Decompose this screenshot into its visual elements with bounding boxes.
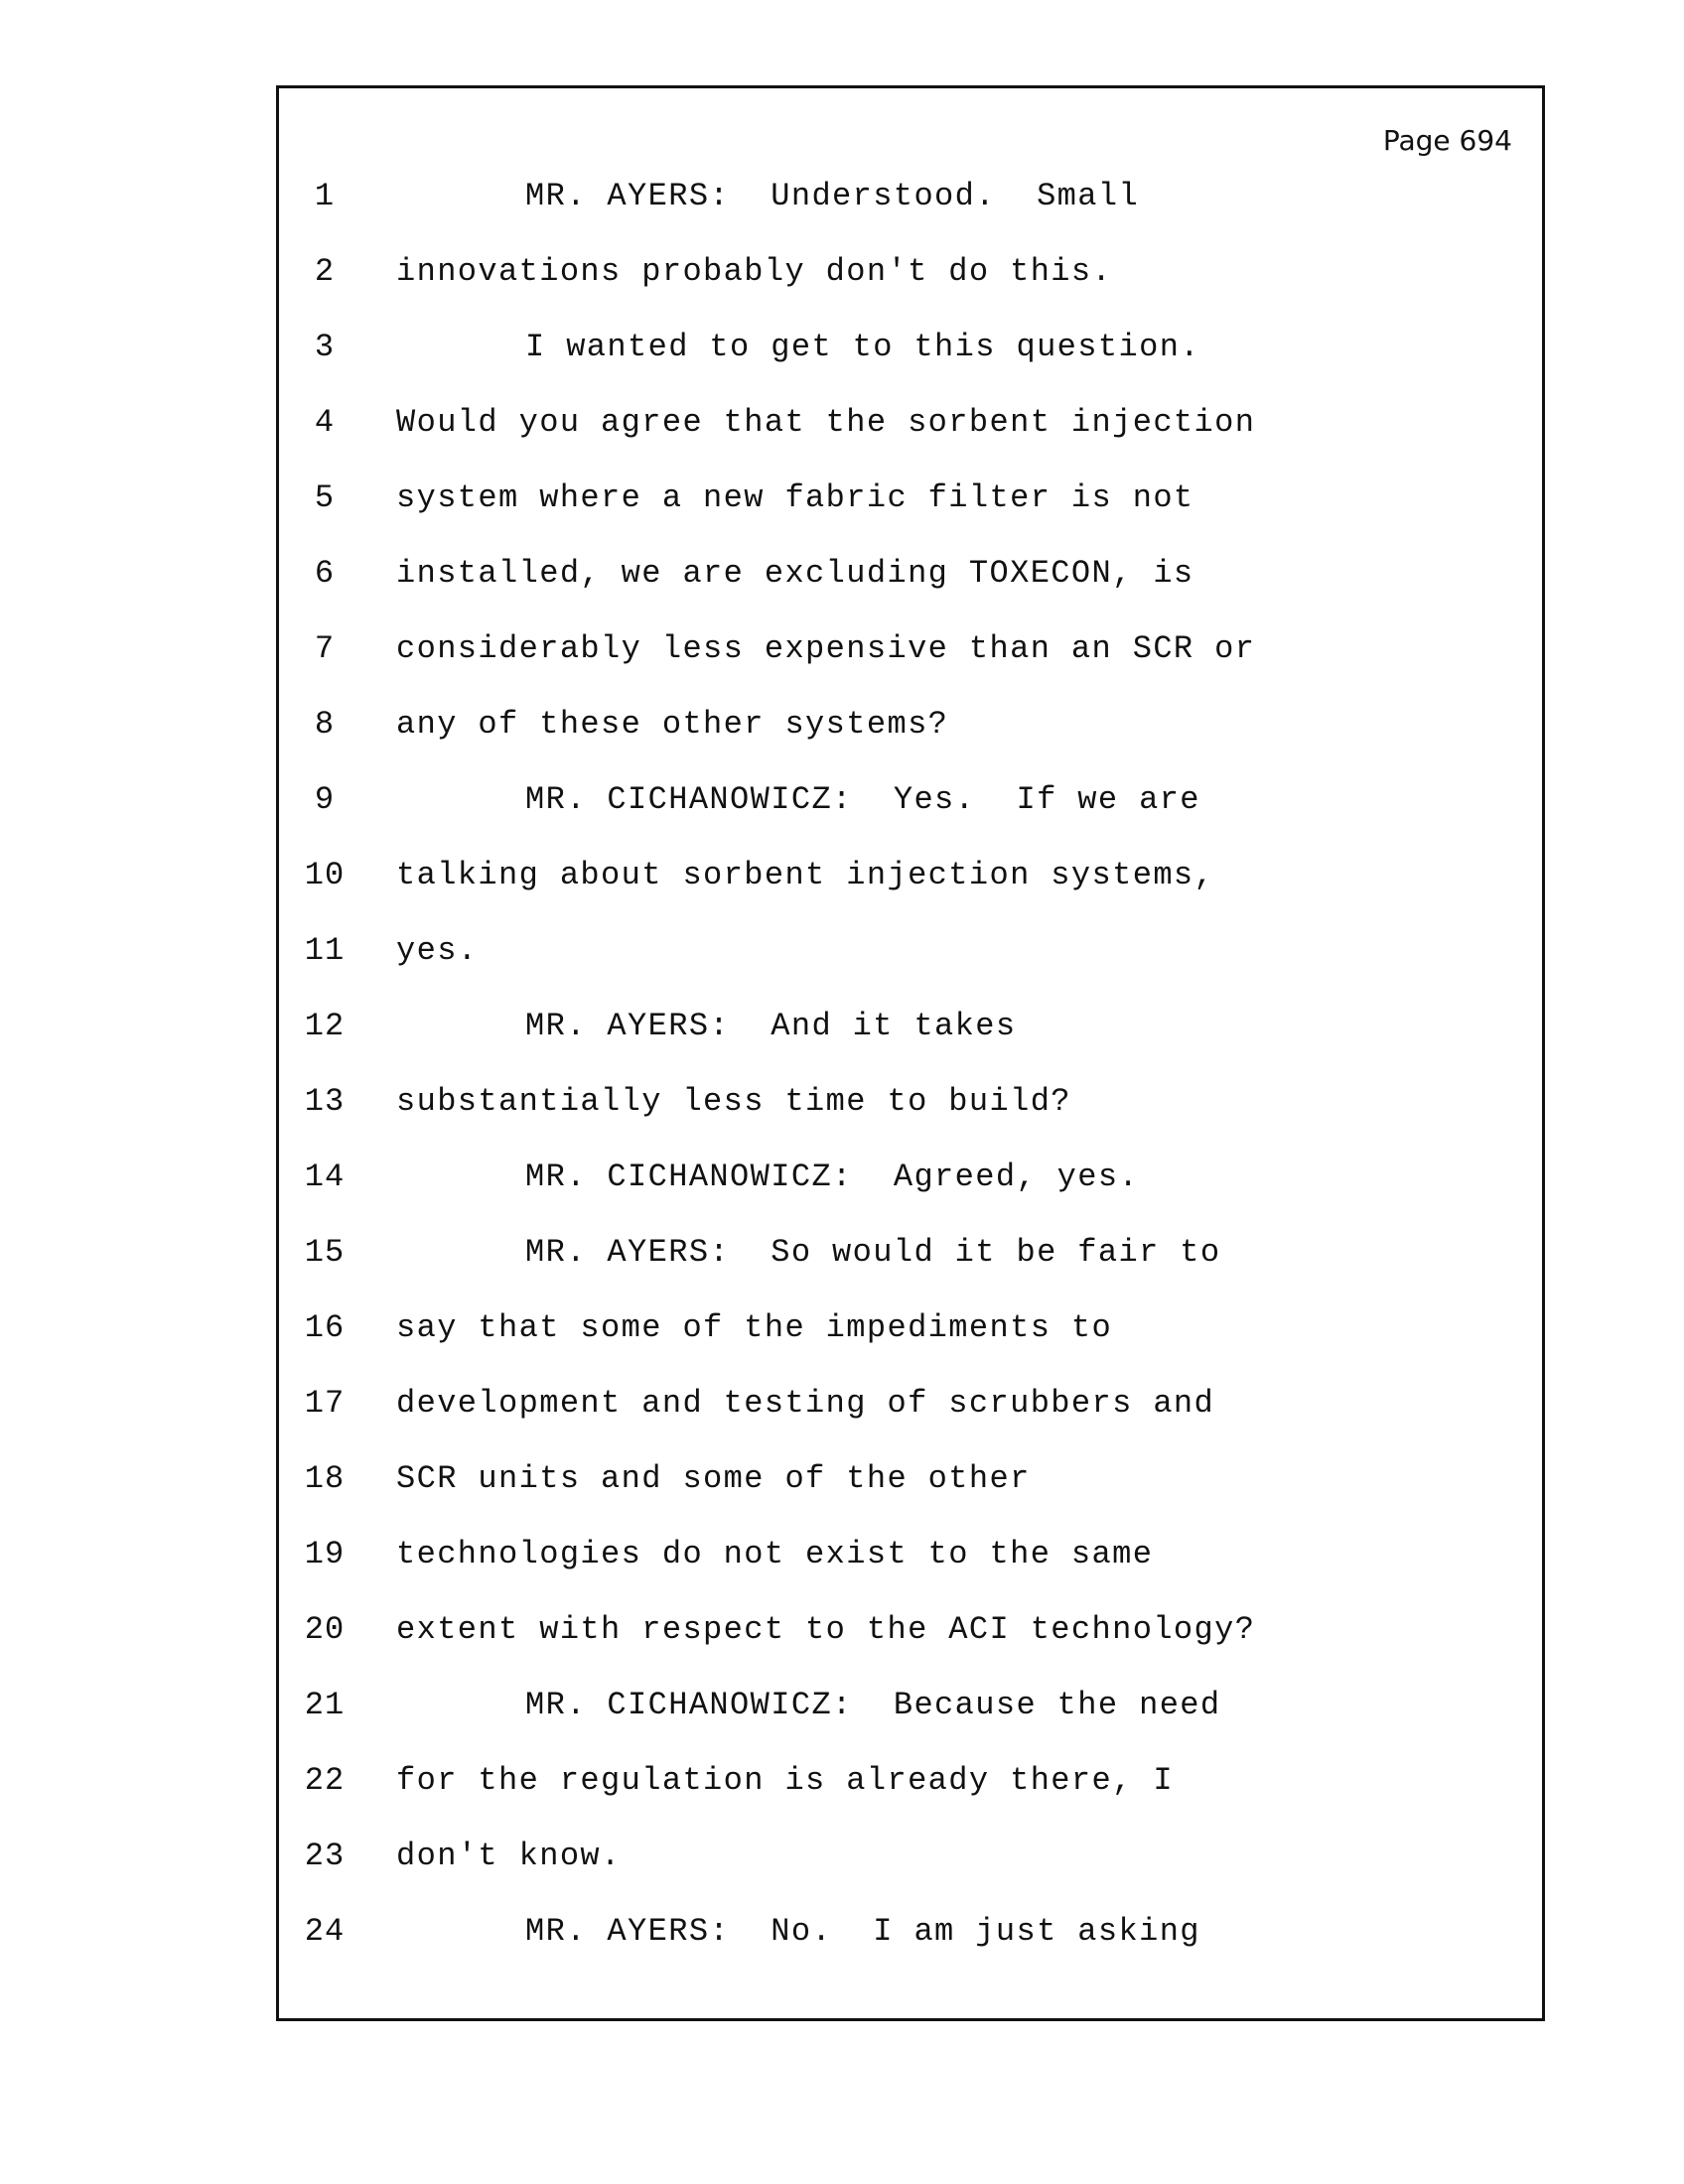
line-number: 22: [304, 1761, 346, 1799]
line-text: for the regulation is already there, I: [396, 1761, 1174, 1799]
line-number: 7: [314, 629, 336, 667]
transcript-line: [279, 1591, 1542, 1667]
page-number: Page 694: [1382, 124, 1512, 157]
line-number: 19: [304, 1535, 346, 1572]
line-text: any of these other systems?: [396, 705, 949, 743]
line-text: MR. AYERS: No. I am just asking: [525, 1912, 1200, 1950]
line-text: innovations probably don't do this.: [396, 252, 1113, 290]
transcript-line: [279, 1742, 1542, 1818]
line-number: 2: [314, 252, 336, 290]
line-number: 24: [304, 1912, 346, 1950]
transcript-line: [279, 233, 1542, 309]
transcript-line: [279, 1139, 1542, 1214]
line-number: 12: [304, 1007, 346, 1044]
transcript-line: [279, 309, 1542, 384]
line-number: 8: [314, 705, 336, 743]
line-text: substantially less time to build?: [396, 1082, 1071, 1120]
line-text: system where a new fabric filter is not: [396, 478, 1194, 516]
line-text: MR. AYERS: So would it be fair to: [525, 1233, 1221, 1271]
line-number: 4: [314, 403, 336, 441]
line-number: 9: [314, 780, 336, 818]
transcript-line: [279, 1365, 1542, 1440]
line-text: talking about sorbent injection systems,: [396, 856, 1215, 893]
transcript-line: [279, 1214, 1542, 1290]
transcript-line: [279, 1516, 1542, 1591]
line-text: MR. CICHANOWICZ: Agreed, yes.: [525, 1158, 1140, 1195]
line-text: development and testing of scrubbers and: [396, 1384, 1215, 1422]
line-number: 14: [304, 1158, 346, 1195]
line-number: 11: [304, 931, 346, 969]
line-number: 13: [304, 1082, 346, 1120]
line-number: 20: [304, 1610, 346, 1648]
transcript-line: [279, 837, 1542, 912]
transcript-line: [279, 912, 1542, 988]
transcript-line: [279, 384, 1542, 460]
line-text: Would you agree that the sorbent injection: [396, 403, 1256, 441]
line-text: I wanted to get to this question.: [525, 328, 1200, 365]
line-text: say that some of the impediments to: [396, 1308, 1113, 1346]
line-text: MR. CICHANOWICZ: Because the need: [525, 1686, 1221, 1723]
line-number: 18: [304, 1459, 346, 1497]
line-text: don't know.: [396, 1837, 622, 1874]
transcript-page: [276, 85, 1545, 2021]
line-number: 3: [314, 328, 336, 365]
line-text: extent with respect to the ACI technology?: [396, 1610, 1256, 1648]
transcript-line: [279, 1063, 1542, 1139]
transcript-line: [279, 1818, 1542, 1893]
line-text: yes.: [396, 931, 479, 969]
transcript-line: [279, 761, 1542, 837]
transcript-line: [279, 1667, 1542, 1742]
line-number: 21: [304, 1686, 346, 1723]
transcript-line: [279, 686, 1542, 761]
line-number: 16: [304, 1308, 346, 1346]
line-number: 23: [304, 1837, 346, 1874]
line-text: installed, we are excluding TOXECON, is: [396, 554, 1194, 592]
line-number: 5: [314, 478, 336, 516]
line-text: considerably less expensive than an SCR or: [396, 629, 1256, 667]
transcript-line: [279, 460, 1542, 535]
line-number: 15: [304, 1233, 346, 1271]
transcript-line: [279, 1290, 1542, 1365]
line-text: MR. CICHANOWICZ: Yes. If we are: [525, 780, 1200, 818]
transcript-body: [279, 158, 1542, 1969]
line-number: 1: [314, 177, 336, 214]
line-number: 10: [304, 856, 346, 893]
line-text: MR. AYERS: And it takes: [525, 1007, 1017, 1044]
line-number: 6: [314, 554, 336, 592]
line-text: SCR units and some of the other: [396, 1459, 1031, 1497]
transcript-line: [279, 1440, 1542, 1516]
transcript-line: [279, 158, 1542, 233]
line-number: 17: [304, 1384, 346, 1422]
transcript-line: [279, 988, 1542, 1063]
transcript-line: [279, 611, 1542, 686]
transcript-line: [279, 1893, 1542, 1969]
transcript-line: [279, 535, 1542, 611]
line-text: technologies do not exist to the same: [396, 1535, 1154, 1572]
line-text: MR. AYERS: Understood. Small: [525, 177, 1140, 214]
